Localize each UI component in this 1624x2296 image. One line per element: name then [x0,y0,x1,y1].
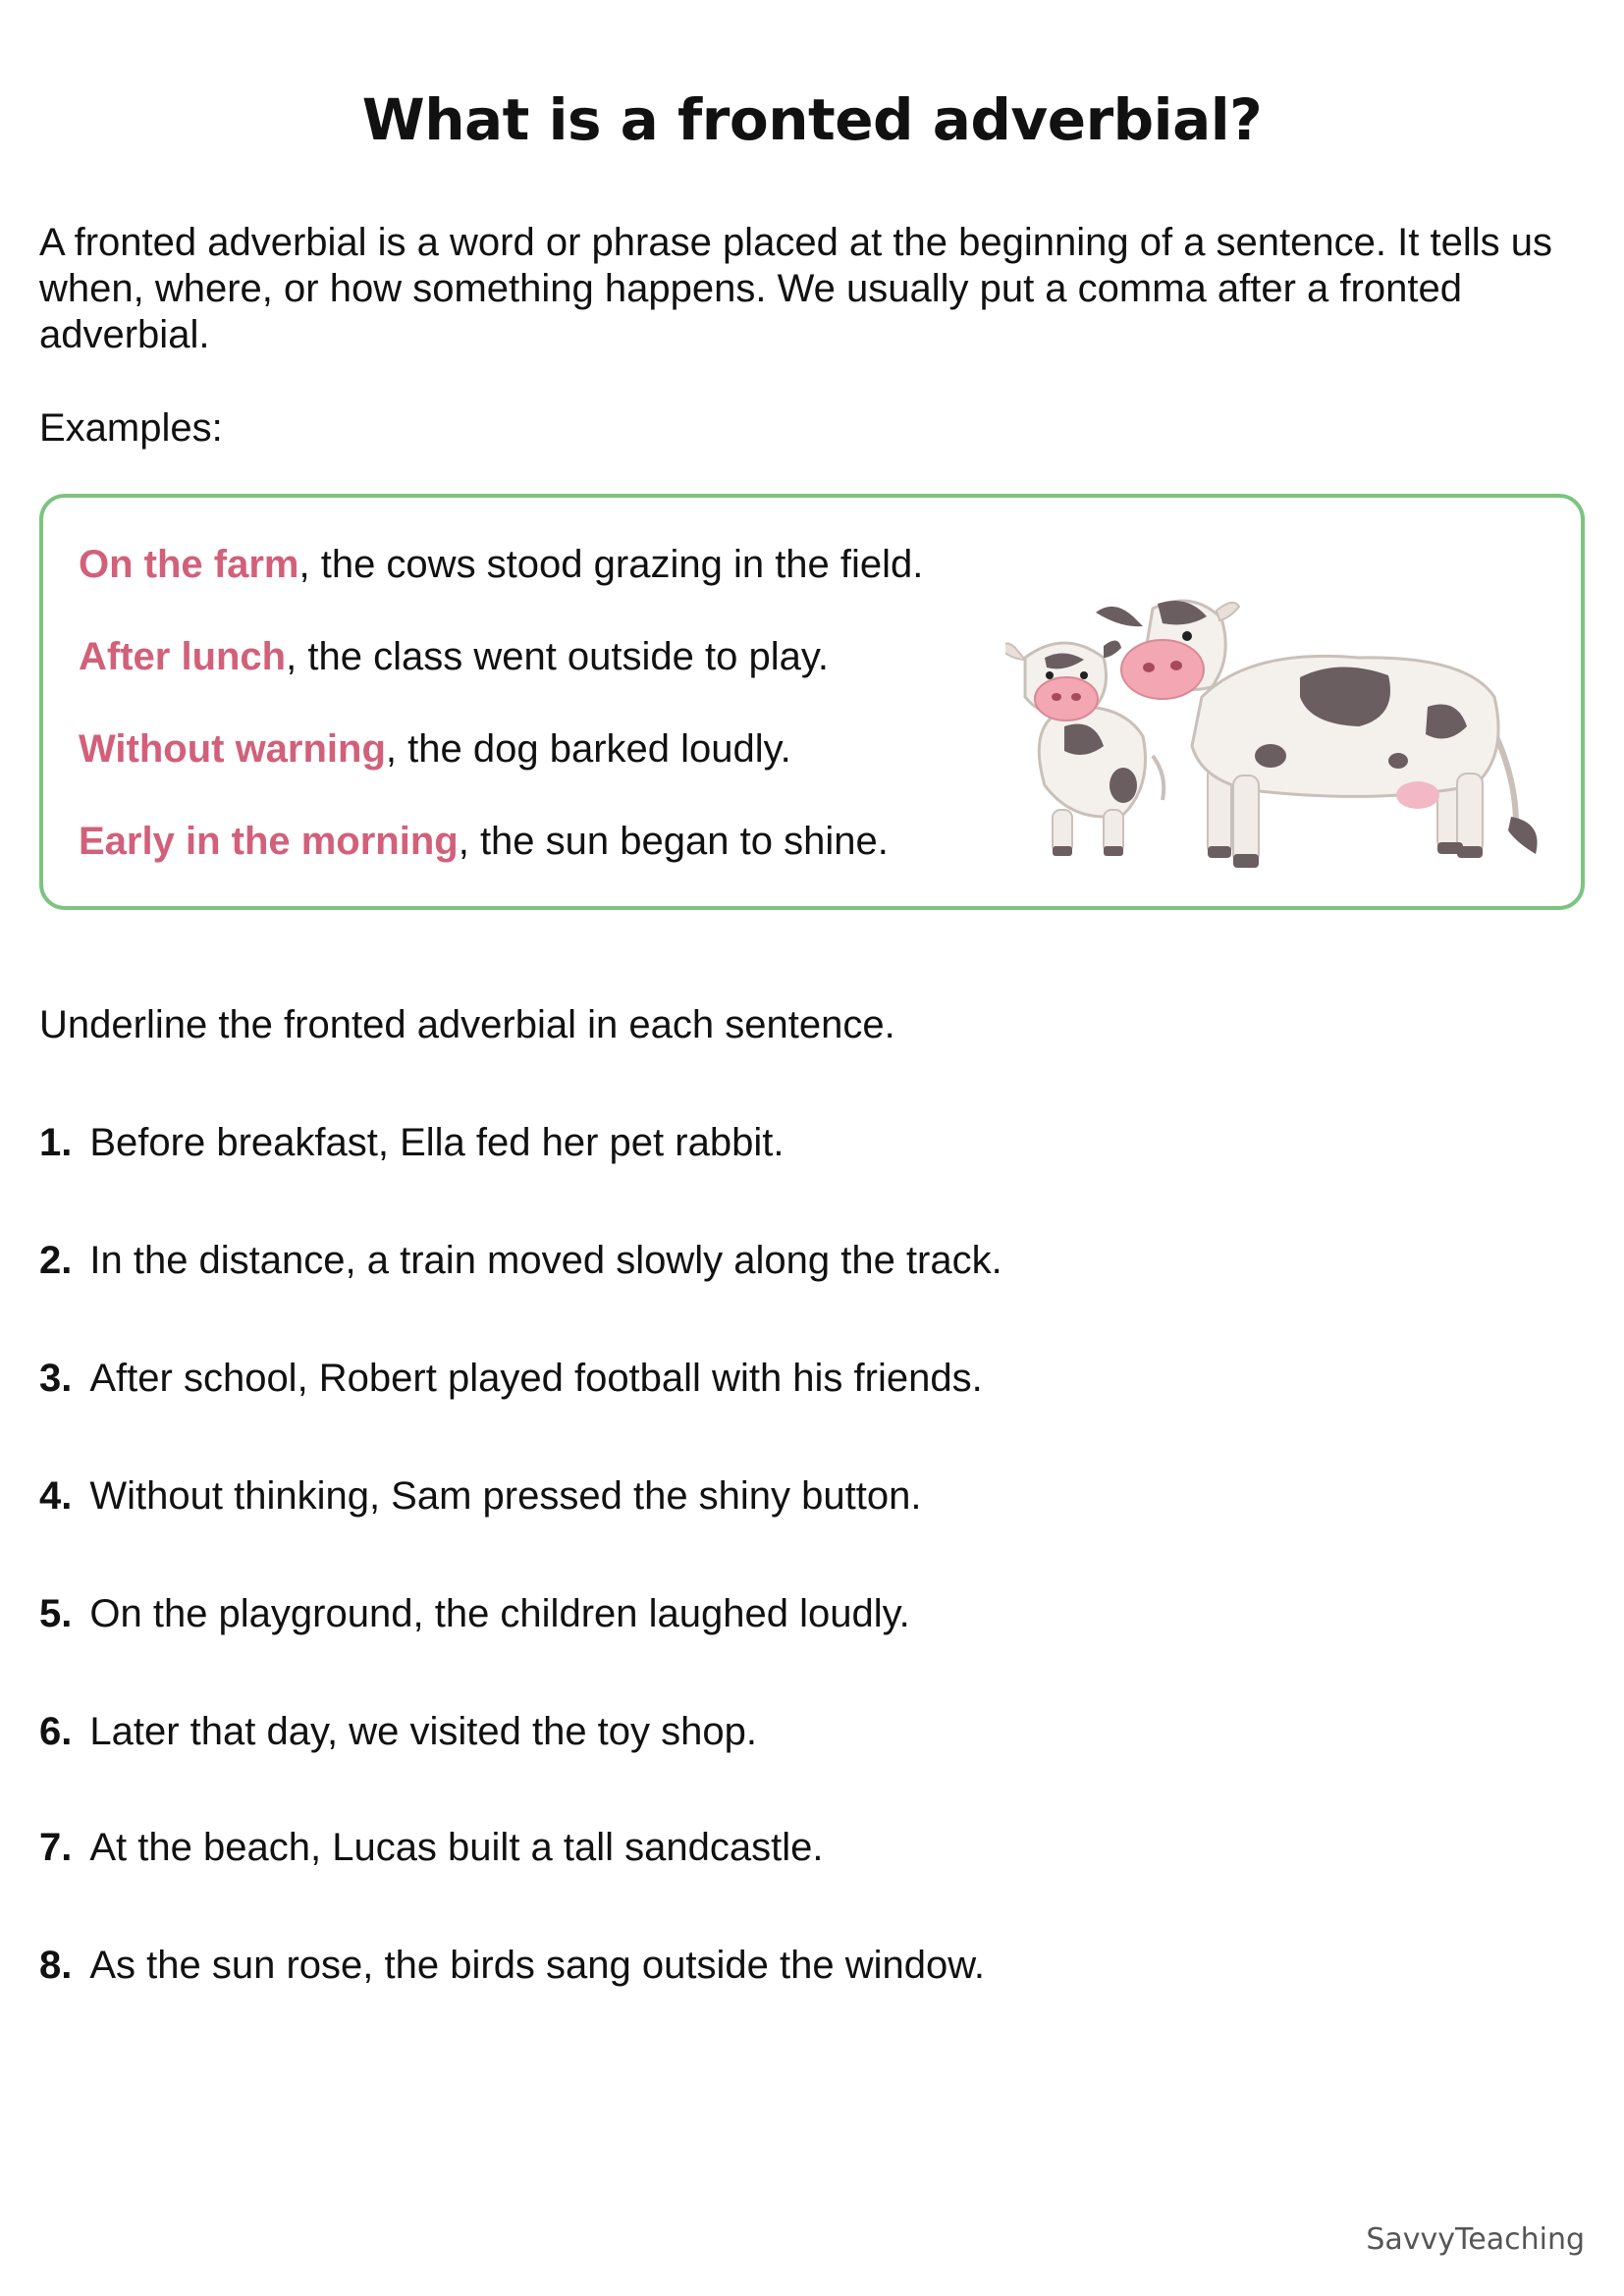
example-adverbial: After lunch [79,635,287,678]
question-number: 7. [39,1826,73,1869]
question-item [39,1474,922,1519]
brand-logo-text: SavvyTeaching [1366,2222,1585,2257]
question-item [39,1944,985,1988]
question-item [39,1826,824,1870]
question-number: 5. [39,1592,73,1635]
question-item [39,1592,910,1636]
question-text: Later that day, we visited the toy shop. [89,1710,758,1753]
question-number: 6. [39,1710,73,1753]
question-item [39,1710,757,1754]
example-adverbial: Early in the morning [79,820,459,863]
question-text: After school, Robert played football with his friends. [89,1357,983,1400]
example-rest: , the cows stood grazing in the field. [298,543,924,586]
question-text: Before breakfast, Ella fed her pet rabbit. [89,1121,785,1164]
cows-illustration [1005,589,1551,876]
example-adverbial: On the farm [79,543,299,586]
big-cow [1096,601,1538,868]
example-sentence [79,727,791,772]
page-title: What is a fronted adverbial? [361,86,1263,153]
example-sentence [79,635,829,679]
question-number: 4. [39,1474,73,1518]
instruction: Underline the fronted adverbial in each sentence. [39,1003,895,1046]
question-text: Without thinking, Sam pressed the shiny button. [89,1474,922,1518]
example-sentence [79,543,923,587]
question-number: 1. [39,1121,73,1164]
question-item [39,1121,784,1165]
example-rest: , the sun began to shine. [458,820,889,863]
question-text: On the playground, the children laughed loudly. [89,1592,910,1635]
example-rest: , the class went outside to play. [286,635,830,678]
question-number: 8. [39,1944,73,1987]
question-item [39,1239,1002,1283]
question-number: 2. [39,1239,73,1282]
intro-paragraph: A fronted adverbial is a word or phrase placed at the beginning of a sentence. It tells us when, where, or how something happens. We usually put a comma after a fronted adverbial. [39,221,1552,356]
example-adverbial: Without warning [79,727,386,771]
question-text: In the distance, a train moved slowly along the track. [89,1239,1002,1282]
question-text: At the beach, Lucas built a tall sandcastle. [89,1826,824,1869]
example-sentence [79,820,889,864]
examples-label: Examples: [39,406,223,450]
example-rest: , the dog barked loudly. [385,727,791,771]
question-text: As the sun rose, the birds sang outside the window. [89,1944,986,1987]
question-number: 3. [39,1357,73,1400]
question-item [39,1357,983,1401]
